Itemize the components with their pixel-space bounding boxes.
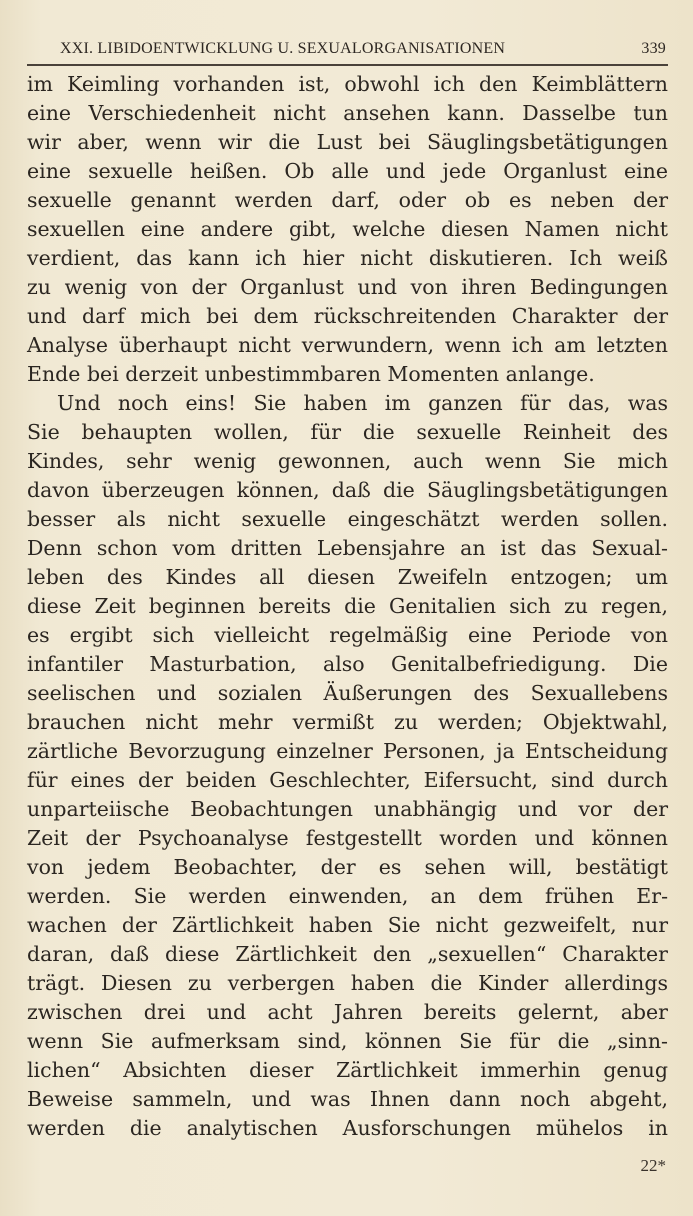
text-line: und darf mich bei dem rückschreitenden Charakter der <box>27 304 668 328</box>
text-line: eine sexuelle heißen. Ob alle und jede Organlust eine <box>27 159 668 183</box>
text-line: Analyse überhaupt nicht verwundern, wenn ich am letzten <box>27 333 668 357</box>
text-line: trägt. Diesen zu verbergen haben die Kinder allerdings <box>27 971 668 995</box>
text-line: Und noch eins! Sie haben im ganzen für das, was <box>57 391 668 415</box>
page-header <box>60 40 666 64</box>
header-rule <box>27 64 668 66</box>
text-line: Ende bei derzeit unbestimmbaren Momenten anlange. <box>27 362 595 386</box>
text-line: werden die analytischen Ausforschungen mühelos in <box>27 1116 668 1140</box>
text-line: brauchen nicht mehr vermißt zu werden; Objektwahl, <box>27 710 668 734</box>
text-line: daran, daß diese Zärtlichkeit den „sexuellen“ Charakter <box>27 942 668 966</box>
text-line: Sie behaupten wollen, für die sexuelle Reinheit des <box>27 420 668 444</box>
text-line: Kindes, sehr wenig gewonnen, auch wenn Sie mich <box>27 449 668 473</box>
text-line: seelischen und sozialen Äußerungen des Sexuallebens <box>27 681 668 705</box>
text-line: für eines der beiden Geschlechter, Eifersucht, sind durch <box>27 768 668 792</box>
text-line: lichen“ Absichten dieser Zärtlichkeit immerhin genug <box>27 1058 668 1082</box>
text-line: verdient, das kann ich hier nicht diskutieren. Ich weiß <box>27 246 668 270</box>
text-line: im Keimling vorhanden ist, obwohl ich den Keimblättern <box>27 72 668 96</box>
text-line: diese Zeit beginnen bereits die Genitalien sich zu regen, <box>27 594 668 618</box>
text-line: davon überzeugen können, daß die Säuglingsbetätigungen <box>27 478 668 502</box>
text-line: Beweise sammeln, und was Ihnen dann noch abgeht, <box>27 1087 668 1111</box>
text-line: eine Verschiedenheit nicht ansehen kann. Dasselbe tun <box>27 101 668 125</box>
text-line: wir aber, wenn wir die Lust bei Säuglingsbetätigungen <box>27 130 668 154</box>
text-line: werden. Sie werden einwenden, an dem frühen Er- <box>27 884 668 908</box>
text-line: wachen der Zärtlichkeit haben Sie nicht gezweifelt, nur <box>27 913 668 937</box>
text-line: sexuelle genannt werden darf, oder ob es neben der <box>27 188 668 212</box>
text-line: zu wenig von der Organlust und von ihren Bedingungen <box>27 275 668 299</box>
text-line: es ergibt sich vielleicht regelmäßig eine Periode von <box>27 623 668 647</box>
text-line: besser als nicht sexuelle eingeschätzt werden sollen. <box>27 507 668 531</box>
text-line: leben des Kindes all diesen Zweifeln entzogen; um <box>27 565 668 589</box>
text-line: wenn Sie aufmerksam sind, können Sie für die „sinn- <box>27 1029 668 1053</box>
text-line: zwischen drei und acht Jahren bereits gelernt, aber <box>27 1000 668 1024</box>
signature-mark: 22* <box>640 1156 666 1175</box>
text-line: unparteiische Beobachtungen unabhängig und vor der <box>27 797 668 821</box>
text-line: infantiler Masturbation, also Genitalbefriedigung. Die <box>27 652 668 676</box>
text-line: zärtliche Bevorzugung einzelner Personen, ja Entscheidung <box>27 739 668 763</box>
running-head: XXI. LIBIDOENTWICKLUNG U. SEXUALORGANISATIONEN <box>60 40 506 57</box>
text-line: von jedem Beobachter, der es sehen will, bestätigt <box>27 855 668 879</box>
text-line: Zeit der Psychoanalyse festgestellt worden und können <box>27 826 668 850</box>
page-number: 339 <box>641 40 666 57</box>
body-text <box>27 70 668 1143</box>
text-line: sexuellen eine andere gibt, welche diesen Namen nicht <box>27 217 668 241</box>
text-line: Denn schon vom dritten Lebensjahre an ist das Sexual- <box>27 536 668 560</box>
